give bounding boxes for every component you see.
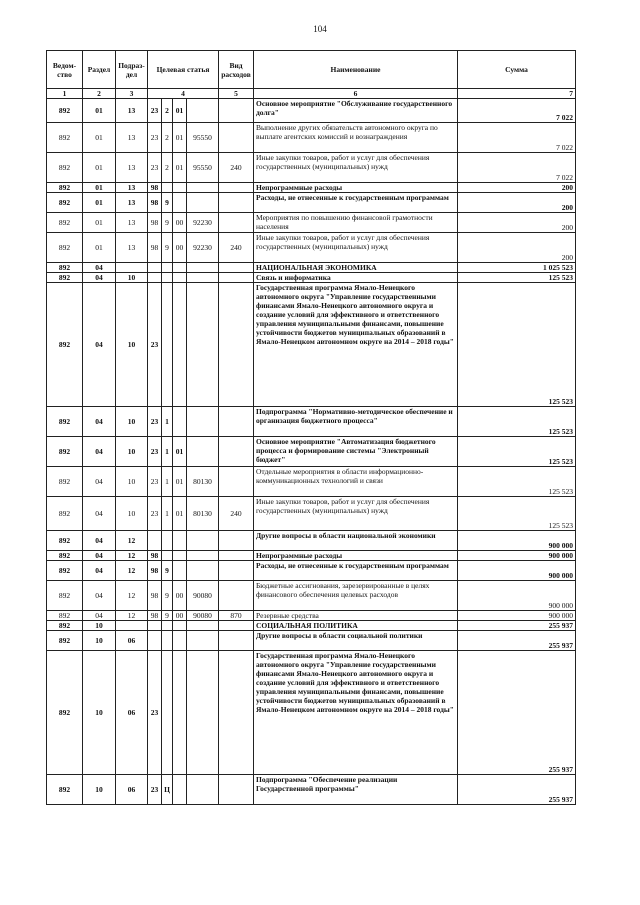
cell-name: Основное мероприятие "Автоматизация бюджетного процесса и формирование системы "Электронный бюджет" xyxy=(254,437,458,467)
cell-vid xyxy=(219,621,254,631)
table-row xyxy=(47,273,576,283)
cell-podrazdel: 06 xyxy=(116,631,148,651)
cell-ved: 892 xyxy=(47,213,83,233)
cell-ved: 892 xyxy=(47,621,83,631)
cell-target-program: 23 xyxy=(148,775,162,805)
cell-podrazdel: 06 xyxy=(116,651,148,775)
header-target: Целевая статья xyxy=(148,51,219,89)
table-row xyxy=(47,631,576,651)
cell-podrazdel: 10 xyxy=(116,467,148,497)
cell-ved: 892 xyxy=(47,99,83,123)
cell-target-event: 00 xyxy=(173,233,187,263)
cell-razdel: 04 xyxy=(83,437,116,467)
cell-razdel: 10 xyxy=(83,631,116,651)
cell-razdel: 04 xyxy=(83,283,116,407)
cell-target-direction: 92230 xyxy=(187,213,219,233)
table-row xyxy=(47,611,576,621)
cell-sum: 200 xyxy=(458,213,576,233)
cell-target-program: 23 xyxy=(148,497,162,531)
table-row xyxy=(47,183,576,193)
cell-razdel: 10 xyxy=(83,621,116,631)
cell-target-program: 98 xyxy=(148,561,162,581)
cell-sum: 7 022 xyxy=(458,99,576,123)
cell-vid xyxy=(219,775,254,805)
cell-podrazdel: 13 xyxy=(116,233,148,263)
header-sum: Сумма xyxy=(458,51,576,89)
cell-target-subprogram xyxy=(162,531,173,551)
cell-target-direction xyxy=(187,775,219,805)
cell-name: Мероприятия по повышению финансовой грамотности населения xyxy=(254,213,458,233)
cell-target-program xyxy=(148,531,162,551)
index-cell: 1 xyxy=(47,89,83,99)
cell-sum: 255 937 xyxy=(458,631,576,651)
index-cell: 2 xyxy=(83,89,116,99)
cell-razdel: 01 xyxy=(83,193,116,213)
cell-ved: 892 xyxy=(47,651,83,775)
index-cell: 5 xyxy=(219,89,254,99)
table-row xyxy=(47,651,576,775)
cell-sum: 7 022 xyxy=(458,153,576,183)
cell-target-subprogram: 2 xyxy=(162,153,173,183)
cell-sum: 200 xyxy=(458,193,576,213)
cell-target-subprogram xyxy=(162,631,173,651)
cell-podrazdel xyxy=(116,263,148,273)
cell-target-event xyxy=(173,651,187,775)
table-row xyxy=(47,621,576,631)
cell-sum: 900 000 xyxy=(458,551,576,561)
cell-vid xyxy=(219,581,254,611)
table-row xyxy=(47,497,576,531)
cell-name: Государственная программа Ямало-Ненецкого автономного округа "Управление государственными финансами Ямало-Ненецкого автономного округа и создание условий для эффективного и ответственного управления муниципальными финансами, повышение устойчивости бюджетов муниципальных образований в Ямало-Ненецком автономном округе на 2014 – 2018 годы" xyxy=(254,283,458,407)
cell-target-direction: 95550 xyxy=(187,123,219,153)
cell-target-subprogram: 9 xyxy=(162,193,173,213)
table-row xyxy=(47,407,576,437)
cell-target-event xyxy=(173,193,187,213)
cell-target-direction xyxy=(187,551,219,561)
cell-target-subprogram xyxy=(162,273,173,283)
cell-ved: 892 xyxy=(47,531,83,551)
cell-razdel: 04 xyxy=(83,263,116,273)
cell-name: Расходы, не отнесенные к государственным программам xyxy=(254,561,458,581)
cell-vid xyxy=(219,467,254,497)
header-row xyxy=(47,51,576,89)
cell-target-event: 01 xyxy=(173,99,187,123)
cell-podrazdel: 13 xyxy=(116,99,148,123)
cell-target-event xyxy=(173,551,187,561)
cell-target-event: 01 xyxy=(173,123,187,153)
cell-target-subprogram: 9 xyxy=(162,581,173,611)
table-row xyxy=(47,263,576,273)
cell-target-program: 23 xyxy=(148,99,162,123)
cell-ved: 892 xyxy=(47,153,83,183)
cell-podrazdel: 12 xyxy=(116,561,148,581)
cell-target-direction xyxy=(187,631,219,651)
cell-target-direction xyxy=(187,621,219,631)
cell-target-subprogram: 2 xyxy=(162,99,173,123)
cell-target-subprogram: 9 xyxy=(162,561,173,581)
cell-razdel: 01 xyxy=(83,153,116,183)
cell-ved: 892 xyxy=(47,611,83,621)
cell-podrazdel: 12 xyxy=(116,531,148,551)
table-row xyxy=(47,233,576,263)
cell-name: Иные закупки товаров, работ и услуг для обеспечения государственных (муниципальных) нужд xyxy=(254,233,458,263)
cell-name: СОЦИАЛЬНАЯ ПОЛИТИКА xyxy=(254,621,458,631)
cell-target-program: 98 xyxy=(148,611,162,621)
table-row xyxy=(47,437,576,467)
budget-table xyxy=(46,50,576,805)
cell-target-program: 23 xyxy=(148,467,162,497)
cell-podrazdel: 12 xyxy=(116,581,148,611)
cell-target-program: 98 xyxy=(148,233,162,263)
cell-target-subprogram: 2 xyxy=(162,123,173,153)
cell-target-direction xyxy=(187,651,219,775)
cell-vid xyxy=(219,407,254,437)
cell-target-event xyxy=(173,263,187,273)
cell-vid xyxy=(219,213,254,233)
cell-target-event xyxy=(173,561,187,581)
cell-vid xyxy=(219,631,254,651)
cell-name: Иные закупки товаров, работ и услуг для обеспечения государственных (муниципальных) нужд xyxy=(254,153,458,183)
cell-name: Основное мероприятие "Обслуживание государственного долга" xyxy=(254,99,458,123)
cell-target-event xyxy=(173,775,187,805)
cell-ved: 892 xyxy=(47,193,83,213)
cell-ved: 892 xyxy=(47,263,83,273)
cell-podrazdel: 10 xyxy=(116,497,148,531)
cell-vid xyxy=(219,123,254,153)
cell-target-direction xyxy=(187,263,219,273)
cell-target-subprogram xyxy=(162,651,173,775)
cell-target-event xyxy=(173,531,187,551)
cell-vid xyxy=(219,99,254,123)
cell-target-subprogram xyxy=(162,283,173,407)
table-row xyxy=(47,551,576,561)
cell-podrazdel: 10 xyxy=(116,407,148,437)
cell-target-program: 98 xyxy=(148,183,162,193)
cell-target-direction xyxy=(187,193,219,213)
cell-target-event: 00 xyxy=(173,611,187,621)
cell-razdel: 01 xyxy=(83,99,116,123)
header-vid: Вид расходов xyxy=(219,51,254,89)
cell-target-direction: 80130 xyxy=(187,497,219,531)
cell-target-direction xyxy=(187,561,219,581)
header-razdel: Раздел xyxy=(83,51,116,89)
header-podrazdel: Подраз-дел xyxy=(116,51,148,89)
cell-target-direction xyxy=(187,531,219,551)
cell-target-subprogram: 1 xyxy=(162,467,173,497)
cell-sum: 125 523 xyxy=(458,273,576,283)
cell-vid xyxy=(219,283,254,407)
table-row xyxy=(47,561,576,581)
cell-target-direction xyxy=(187,273,219,283)
cell-target-program: 23 xyxy=(148,651,162,775)
cell-name: Подпрограмма "Обеспечение реализации Государственной программы" xyxy=(254,775,458,805)
cell-vid xyxy=(219,437,254,467)
cell-name: Резервные средства xyxy=(254,611,458,621)
table-row xyxy=(47,213,576,233)
cell-ved: 892 xyxy=(47,497,83,531)
cell-target-subprogram: 9 xyxy=(162,611,173,621)
cell-target-event: 00 xyxy=(173,581,187,611)
cell-target-program xyxy=(148,621,162,631)
table-row xyxy=(47,283,576,407)
cell-name: Подпрограмма "Нормативно-методическое обеспечение и организация бюджетного процесса" xyxy=(254,407,458,437)
cell-sum: 125 523 xyxy=(458,437,576,467)
cell-sum: 125 523 xyxy=(458,497,576,531)
cell-target-direction: 90080 xyxy=(187,611,219,621)
cell-ved: 892 xyxy=(47,581,83,611)
cell-podrazdel: 13 xyxy=(116,153,148,183)
cell-name: Другие вопросы в области социальной политики xyxy=(254,631,458,651)
cell-razdel: 01 xyxy=(83,213,116,233)
cell-target-program: 98 xyxy=(148,581,162,611)
cell-name: НАЦИОНАЛЬНАЯ ЭКОНОМИКА xyxy=(254,263,458,273)
cell-target-program xyxy=(148,263,162,273)
cell-ved: 892 xyxy=(47,467,83,497)
cell-target-subprogram: 1 xyxy=(162,497,173,531)
cell-ved: 892 xyxy=(47,631,83,651)
cell-target-program: 23 xyxy=(148,123,162,153)
table-row xyxy=(47,775,576,805)
cell-razdel: 04 xyxy=(83,551,116,561)
cell-target-program: 98 xyxy=(148,193,162,213)
cell-ved: 892 xyxy=(47,437,83,467)
cell-target-event: 00 xyxy=(173,213,187,233)
cell-target-subprogram xyxy=(162,551,173,561)
cell-target-program: 23 xyxy=(148,437,162,467)
cell-ved: 892 xyxy=(47,283,83,407)
cell-target-direction xyxy=(187,437,219,467)
cell-vid xyxy=(219,273,254,283)
cell-podrazdel: 06 xyxy=(116,775,148,805)
index-cell: 4 xyxy=(148,89,219,99)
cell-ved: 892 xyxy=(47,407,83,437)
cell-podrazdel: 13 xyxy=(116,213,148,233)
cell-target-program: 23 xyxy=(148,153,162,183)
cell-target-event: 01 xyxy=(173,497,187,531)
cell-target-subprogram: Ц xyxy=(162,775,173,805)
cell-sum: 900 000 xyxy=(458,561,576,581)
cell-razdel: 04 xyxy=(83,581,116,611)
cell-name: Отдельные мероприятия в области информационно-коммуникационных технологий и связи xyxy=(254,467,458,497)
cell-ved: 892 xyxy=(47,775,83,805)
cell-vid: 870 xyxy=(219,611,254,621)
cell-podrazdel: 10 xyxy=(116,283,148,407)
cell-name: Государственная программа Ямало-Ненецкого автономного округа "Управление государственными финансами Ямало-Ненецкого автономного округа и создание условий для эффективного и ответственного управления муниципальными финансами, повышение устойчивости бюджетов муниципальных образований в Ямало-Ненецком автономном округе на 2014 – 2018 годы" xyxy=(254,651,458,775)
cell-ved: 892 xyxy=(47,183,83,193)
cell-vid xyxy=(219,551,254,561)
cell-podrazdel xyxy=(116,621,148,631)
cell-target-subprogram: 1 xyxy=(162,437,173,467)
table-row xyxy=(47,99,576,123)
cell-razdel: 04 xyxy=(83,467,116,497)
cell-vid xyxy=(219,561,254,581)
cell-target-subprogram: 1 xyxy=(162,407,173,437)
cell-razdel: 04 xyxy=(83,497,116,531)
cell-name: Непрограммные расходы xyxy=(254,183,458,193)
cell-vid xyxy=(219,193,254,213)
cell-vid xyxy=(219,183,254,193)
cell-sum: 125 523 xyxy=(458,407,576,437)
cell-target-program: 98 xyxy=(148,213,162,233)
table-row xyxy=(47,193,576,213)
cell-sum: 900 000 xyxy=(458,531,576,551)
cell-target-subprogram xyxy=(162,621,173,631)
cell-razdel: 04 xyxy=(83,561,116,581)
cell-sum: 125 523 xyxy=(458,467,576,497)
cell-podrazdel: 13 xyxy=(116,193,148,213)
cell-sum: 900 000 xyxy=(458,611,576,621)
cell-podrazdel: 10 xyxy=(116,273,148,283)
cell-podrazdel: 10 xyxy=(116,437,148,467)
cell-target-subprogram xyxy=(162,263,173,273)
cell-target-event xyxy=(173,183,187,193)
cell-name: Другие вопросы в области национальной экономики xyxy=(254,531,458,551)
cell-target-program xyxy=(148,631,162,651)
cell-sum: 200 xyxy=(458,233,576,263)
cell-sum: 255 937 xyxy=(458,651,576,775)
table-row xyxy=(47,123,576,153)
cell-vid: 240 xyxy=(219,153,254,183)
cell-target-subprogram: 9 xyxy=(162,213,173,233)
cell-target-direction: 80130 xyxy=(187,467,219,497)
cell-razdel: 04 xyxy=(83,611,116,621)
cell-target-event xyxy=(173,621,187,631)
cell-ved: 892 xyxy=(47,273,83,283)
cell-target-direction: 92230 xyxy=(187,233,219,263)
cell-podrazdel: 12 xyxy=(116,611,148,621)
cell-razdel: 04 xyxy=(83,531,116,551)
cell-target-event: 01 xyxy=(173,467,187,497)
cell-vid xyxy=(219,531,254,551)
cell-sum: 255 937 xyxy=(458,775,576,805)
cell-name: Выполнение других обязательств автономного округа по выплате агентских комиссий и вознаграждения xyxy=(254,123,458,153)
cell-ved: 892 xyxy=(47,561,83,581)
cell-podrazdel: 13 xyxy=(116,123,148,153)
cell-target-subprogram: 9 xyxy=(162,233,173,263)
cell-name: Бюджетные ассигнования, зарезервированные в целях финансового обеспечения целевых расходов xyxy=(254,581,458,611)
cell-sum: 125 523 xyxy=(458,283,576,407)
cell-name: Связь и информатика xyxy=(254,273,458,283)
cell-target-direction: 90080 xyxy=(187,581,219,611)
cell-target-program: 23 xyxy=(148,407,162,437)
index-cell: 3 xyxy=(116,89,148,99)
cell-sum: 200 xyxy=(458,183,576,193)
cell-target-program: 23 xyxy=(148,283,162,407)
cell-sum: 255 937 xyxy=(458,621,576,631)
cell-target-event xyxy=(173,631,187,651)
cell-ved: 892 xyxy=(47,233,83,263)
cell-razdel: 10 xyxy=(83,775,116,805)
cell-name: Расходы, не отнесенные к государственным программам xyxy=(254,193,458,213)
cell-vid xyxy=(219,263,254,273)
cell-vid xyxy=(219,651,254,775)
cell-razdel: 10 xyxy=(83,651,116,775)
cell-sum: 1 025 523 xyxy=(458,263,576,273)
table-row xyxy=(47,531,576,551)
cell-razdel: 04 xyxy=(83,273,116,283)
cell-target-direction: 95550 xyxy=(187,153,219,183)
cell-target-direction xyxy=(187,407,219,437)
cell-target-event: 01 xyxy=(173,437,187,467)
cell-vid: 240 xyxy=(219,233,254,263)
cell-ved: 892 xyxy=(47,551,83,561)
table-row xyxy=(47,467,576,497)
header-ved: Ведом-ство xyxy=(47,51,83,89)
cell-target-program: 98 xyxy=(148,551,162,561)
index-cell: 6 xyxy=(254,89,458,99)
cell-target-subprogram xyxy=(162,183,173,193)
cell-razdel: 04 xyxy=(83,407,116,437)
header-name: Наименование xyxy=(254,51,458,89)
cell-podrazdel: 13 xyxy=(116,183,148,193)
index-row xyxy=(47,89,576,99)
cell-podrazdel: 12 xyxy=(116,551,148,561)
cell-razdel: 01 xyxy=(83,233,116,263)
cell-target-event xyxy=(173,283,187,407)
cell-target-direction xyxy=(187,183,219,193)
cell-target-event xyxy=(173,407,187,437)
cell-razdel: 01 xyxy=(83,123,116,153)
cell-target-program xyxy=(148,273,162,283)
page-number: 104 xyxy=(313,24,327,34)
index-cell: 7 xyxy=(458,89,576,99)
cell-sum: 7 022 xyxy=(458,123,576,153)
cell-target-direction xyxy=(187,283,219,407)
cell-razdel: 01 xyxy=(83,183,116,193)
cell-ved: 892 xyxy=(47,123,83,153)
cell-name: Непрограммные расходы xyxy=(254,551,458,561)
table-row xyxy=(47,153,576,183)
table-row xyxy=(47,581,576,611)
cell-target-direction xyxy=(187,99,219,123)
cell-target-event: 01 xyxy=(173,153,187,183)
cell-vid: 240 xyxy=(219,497,254,531)
cell-name: Иные закупки товаров, работ и услуг для обеспечения государственных (муниципальных) нужд xyxy=(254,497,458,531)
cell-sum: 900 000 xyxy=(458,581,576,611)
cell-target-event xyxy=(173,273,187,283)
